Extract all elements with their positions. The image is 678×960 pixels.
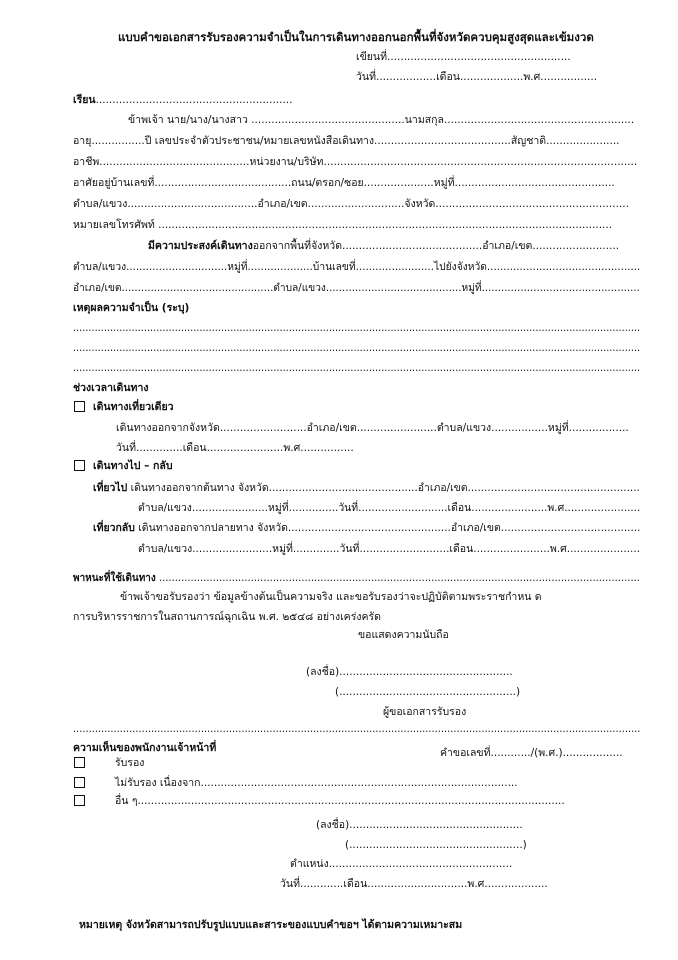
applicant-age-id-line[interactable]: อายุ................ปี เลขประจำตัวประชาชน/หมายเลขหนังสือเดินทาง.........................................สัญชาติ...................... <box>73 135 620 147</box>
reason-line-1[interactable]: ........................................................................................................................................................................................ <box>73 322 641 334</box>
request-number-field[interactable]: คำขอเลขที่............/(พ.ศ.).................. <box>440 747 623 759</box>
applicant-occupation-line[interactable]: อาชีพ.............................................หน่วยงาน/บริษัท.............................................................................................. <box>73 156 638 168</box>
round-trip-label: เดินทางไป – กลับ <box>93 460 173 472</box>
certify-line-1: ข้าพเจ้าขอรับรองว่า ข้อมูลข้างต้นเป็นความจริง และขอรับรองว่าจะปฏิบัติตามพระราชกำหน ด <box>120 591 542 603</box>
round-trip-checkbox[interactable] <box>74 460 85 471</box>
other-checkbox[interactable] <box>74 795 85 806</box>
certify-line-2: การบริหารราชการในสถานการณ์ฉุกเฉิน พ.ศ. ๒๕๔๘ อย่างเคร่งครัด <box>73 611 381 623</box>
vehicle-label: พาหนะที่ใช้เดินทาง <box>73 572 156 584</box>
applicant-phone-line[interactable]: หมายเลขโทรศัพท์ ........................................................................................................................................ <box>73 219 613 231</box>
one-way-date-line[interactable]: วันที่..............เดือน.......................พ.ศ................ <box>116 442 354 454</box>
officer-signature-field[interactable]: (ลงชื่อ).................................................... <box>316 819 523 831</box>
other-option[interactable]: อื่น ๆ................................................................................................................................ <box>115 795 565 807</box>
officer-date-field[interactable]: วันที่.............เดือน..............................พ.ศ................... <box>280 878 548 890</box>
reject-option[interactable]: ไม่รับรอง เนื่องจาก............................................................................................... <box>115 777 518 789</box>
one-way-label: เดินทางเที่ยวเดียว <box>93 401 174 413</box>
written-at-field[interactable]: เขียนที่....................................................... <box>356 51 571 63</box>
applicant-name-field[interactable]: (.....................................................) <box>335 686 521 698</box>
reason-line-2[interactable]: ........................................................................................................................................................................................ <box>73 342 641 354</box>
purpose-label: มีความประสงค์เดินทาง <box>148 240 253 252</box>
separator-dots: ...................................................................................................................................................................................... <box>73 723 641 735</box>
purpose-line-2[interactable]: ตำบล/แขวง...............................หมู่ที่....................บ้านเลขที่........................ไปยังจังหวัด............................................... <box>73 261 641 273</box>
officer-name-field[interactable]: (....................................................) <box>345 839 527 851</box>
return-date-line[interactable]: ตำบล/แขวง........................หมู่ที่..............วันที่...........................เดือน.......................พ.ศ...................... <box>138 543 641 555</box>
reason-line-3[interactable]: ........................................................................................................................................................................................ <box>73 362 641 374</box>
purpose-line-1[interactable]: มีความประสงค์เดินทางออกจากพื้นที่จังหวัด..........................................อำเภอ/เขต.......................... <box>148 240 620 252</box>
vehicle-field[interactable]: พาหนะที่ใช้เดินทาง ........................................................................................................................................................ <box>73 572 640 584</box>
go-origin-line[interactable]: เที่ยวไป เดินทางออกจากต้นทาง จังหวัด.............................................อำเภอ/เขต.................................................... <box>93 482 640 494</box>
officer-position-field[interactable]: ตำแหน่ง....................................................... <box>290 858 513 870</box>
reject-checkbox[interactable] <box>74 777 85 788</box>
applicant-signature-field[interactable]: (ลงชื่อ).................................................... <box>306 666 513 678</box>
return-origin-line[interactable]: เที่ยวกลับ เดินทางออกจากปลายทาง จังหวัด.................................................อำเภอ/เขต.......................................... <box>93 522 641 534</box>
purpose-line-3[interactable]: อำเภอ/เขต...............................................ตำบล/แขวง..........................................หมู่ที่................................................. <box>73 282 640 294</box>
applicant-role-text: ผู้ขอเอกสารรับรอง <box>383 706 467 718</box>
return-label: เที่ยวกลับ <box>93 522 135 534</box>
date-field[interactable]: วันที่..................เดือน...................พ.ศ................. <box>356 71 598 83</box>
officer-label: ความเห็นของพนักงานเจ้าหน้าที่ <box>73 742 217 754</box>
respect-text: ขอแสดงความนับถือ <box>358 629 449 641</box>
applicant-address-line[interactable]: อาศัยอยู่บ้านเลขที่.........................................ถนน/ตรอก/ซอย.....................หมู่ที่................................................ <box>73 177 615 189</box>
to-label: เรียน <box>73 94 96 106</box>
form-title: แบบคำขอเอกสารรับรองความจำเป็นในการเดินทางออกนอกพื้นที่จังหวัดควบคุมสูงสุดและเข้มงวด <box>118 30 594 44</box>
one-way-origin-line[interactable]: เดินทางออกจากจังหวัด..........................อำเภอ/เขต........................ตำบล/แขวง.................หมู่ที่.................. <box>116 422 629 434</box>
go-label: เที่ยวไป <box>93 482 128 494</box>
approve-checkbox[interactable] <box>74 757 85 768</box>
applicant-district-line[interactable]: ตำบล/แขวง.......................................อำเภอ/เขต.............................จังหวัด.......................................................... <box>73 198 629 210</box>
go-date-line[interactable]: ตำบล/แขวง.......................หมู่ที่...............วันที่...........................เดือน.......................พ.ศ....................... <box>138 502 641 514</box>
applicant-name-line[interactable]: ข้าพเจ้า นาย/นาง/นางสาว ..............................................นามสกุล......................................................... <box>128 114 635 126</box>
reason-label: เหตุผลความจำเป็น (ระบุ) <box>73 302 190 314</box>
note-text: หมายเหตุ จังหวัดสามารถปรับรูปแบบและสาระของแบบคำขอฯ ได้ตามความเหมาะสม <box>79 919 463 931</box>
to-field[interactable]: เรียน........................................................... <box>73 94 293 106</box>
one-way-checkbox[interactable] <box>74 401 85 412</box>
approve-option: รับรอง <box>115 757 145 769</box>
travel-period-label: ช่วงเวลาเดินทาง <box>73 382 149 394</box>
